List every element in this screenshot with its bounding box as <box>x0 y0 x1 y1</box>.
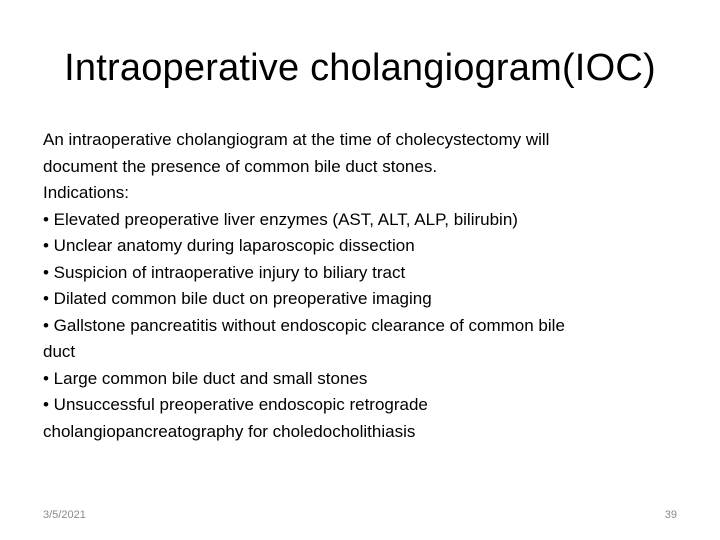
bullet-line: • Unsuccessful preoperative endoscopic retrograde <box>43 395 428 414</box>
indications-label: Indications: <box>43 183 129 202</box>
bullet-line: • Suspicion of intraoperative injury to biliary tract <box>43 262 406 282</box>
intro-line: document the presence of common bile duct stones. <box>43 156 438 176</box>
bullet-line-continuation: duct <box>43 342 76 361</box>
bullet-line: • Large common bile duct and small stones <box>43 368 368 388</box>
intro-line: An intraoperative cholangiogram at the time of cholecystectomy will <box>43 130 550 149</box>
bullet-line: • Elevated preoperative liver enzymes (AST, ALT, ALP, bilirubin) <box>43 209 518 229</box>
bullet-line: • Dilated common bile duct on preoperative imaging <box>43 289 432 308</box>
slide-title: Intraoperative cholangiogram(IOC) <box>64 47 656 89</box>
page-number: 39 <box>664 509 677 521</box>
bullet-line: • Unclear anatomy during laparoscopic dissection <box>43 236 415 255</box>
bullet-line-continuation: cholangiopancreatography for choledocholithiasis <box>43 421 416 441</box>
footer-date: 3/5/2021 <box>43 509 86 521</box>
slide-body <box>43 127 693 445</box>
bullet-line: • Gallstone pancreatitis without endoscopic clearance of common bile <box>43 315 565 335</box>
